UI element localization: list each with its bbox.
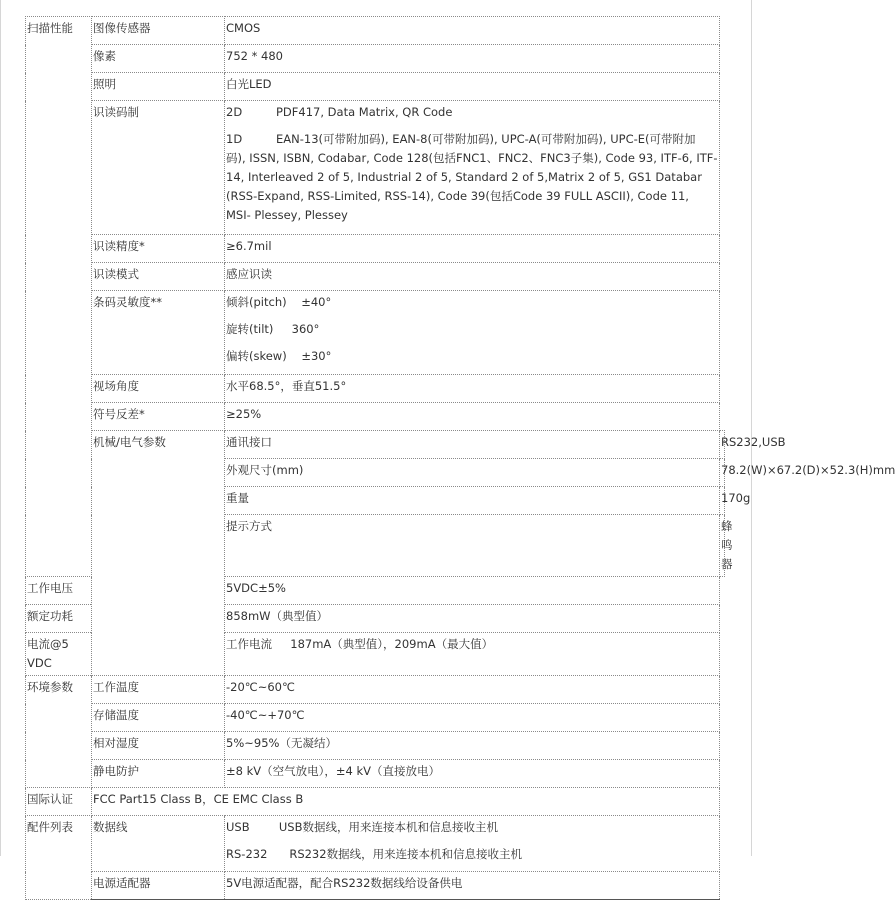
label-current: 电流@5 VDC (26, 633, 92, 676)
list-2d: PDF417, Data Matrix, QR Code (276, 105, 453, 119)
value-pixels: 752 * 480 (225, 45, 720, 73)
table-row (26, 263, 725, 291)
tag-2d: 2D (226, 105, 243, 119)
table-row (26, 375, 725, 403)
list-1d-line5: MSI- Plessey, Plessey (226, 208, 348, 222)
value-dimensions: 78.2(W)×67.2(D)×52.3(H)mm (720, 459, 725, 487)
table-row (26, 403, 725, 431)
table-row (26, 235, 725, 263)
label-precision: 识读精度* (92, 235, 225, 263)
table-row (26, 73, 725, 101)
value-cert: FCC Part15 Class B，CE EMC Class B (92, 788, 720, 816)
value-esd: ±8 kV（空气放电），±4 kV（直接放电） (225, 760, 720, 788)
label-dimensions: 外观尺寸(mm) (225, 459, 720, 487)
label-storage-temp: 存储温度 (92, 704, 225, 732)
table-row (26, 45, 725, 73)
table-row (26, 732, 725, 760)
label-voltage: 工作电压 (26, 577, 92, 605)
label-op-temp: 工作温度 (92, 676, 225, 704)
value-current: 工作电流 187mA（典型值），209mA（最大值） (225, 633, 720, 676)
cable-rs232: RS-232 RS232数据线，用来连接本机和信息接收主机 (226, 847, 523, 861)
value-humidity: 5%~95%（无凝结） (225, 732, 720, 760)
table-row (26, 760, 725, 788)
label-weight: 重量 (225, 487, 720, 515)
value-sensitivity (225, 291, 720, 375)
table-row (26, 872, 725, 900)
table-row (26, 676, 725, 704)
label-sensor: 图像传感器 (92, 17, 225, 45)
list-1d-line4: (RSS-Expand, RSS-Limited, RSS-14), Code 39(包括Code 39 FULL ASCII), Code 11, (226, 189, 689, 203)
label-esd: 静电防护 (92, 760, 225, 788)
value-power: 858mW（典型值） (225, 605, 720, 633)
label-sensitivity: 条码灵敏度** (92, 291, 225, 375)
sensitivity-tilt: 旋转(tilt) 360° (226, 322, 320, 336)
label-adapter: 电源适配器 (92, 872, 225, 900)
label-cable: 数据线 (92, 816, 225, 872)
sensitivity-pitch: 倾斜(pitch) ±40° (226, 295, 332, 309)
table-row (26, 17, 725, 45)
spec-table (25, 16, 895, 900)
table-row (26, 431, 725, 459)
section-env: 环境参数 (26, 676, 92, 788)
cable-usb: USB USB数据线，用来连接本机和信息接收主机 (226, 820, 498, 834)
value-mode: 感应识读 (225, 263, 720, 291)
value-op-temp: -20℃~60℃ (225, 676, 720, 704)
label-interface: 通讯接口 (225, 431, 720, 459)
table-row (26, 704, 725, 732)
list-1d-line1: EAN-13(可带附加码), EAN-8(可带附加码), UPC-A(可带附加码), UPC-E(可带附加 (276, 132, 696, 146)
sensitivity-skew: 偏转(skew) ±30° (226, 349, 332, 363)
label-fov: 视场角度 (92, 375, 225, 403)
label-light: 照明 (92, 73, 225, 101)
label-power: 额定功耗 (26, 605, 92, 633)
label-pixels: 像素 (92, 45, 225, 73)
section-scan: 扫描性能 (26, 17, 92, 577)
table-row (26, 788, 725, 816)
label-notify: 提示方式 (225, 515, 720, 577)
label-symbologies: 识读码制 (92, 101, 225, 235)
value-sensor: CMOS (225, 17, 720, 45)
list-1d-line2: 码), ISSN, ISBN, Codabar, Code 128(包括FNC1、FNC2、FNC3子集), Code 93, ITF-6, ITF- (226, 151, 718, 165)
label-contrast: 符号反差* (92, 403, 225, 431)
value-symbologies (225, 101, 720, 235)
table-row (26, 291, 725, 375)
table-row (26, 101, 725, 235)
label-humidity: 相对湿度 (92, 732, 225, 760)
section-cert: 国际认证 (26, 788, 92, 816)
value-fov: 水平68.5°，垂直51.5° (225, 375, 720, 403)
section-accessories: 配件列表 (26, 816, 92, 900)
list-1d-line3: 14, Interleaved 2 of 5, Industrial 2 of 5, Standard 2 of 5,Matrix 2 of 5, GS1 Databar (226, 170, 702, 184)
value-interface: RS232,USB (720, 431, 725, 459)
value-storage-temp: -40℃~+70℃ (225, 704, 720, 732)
tag-1d: 1D (226, 132, 243, 146)
value-notify: 蜂鸣器 (720, 515, 725, 577)
section-mech: 机械/电气参数 (92, 431, 225, 676)
value-weight: 170g (720, 487, 725, 515)
symbology-2d (226, 103, 718, 122)
symbology-1d (226, 130, 718, 149)
value-precision: ≥6.7mil (225, 235, 720, 263)
value-voltage: 5VDC±5% (225, 577, 720, 605)
value-cable (225, 816, 720, 872)
value-contrast: ≥25% (225, 403, 720, 431)
value-adapter: 5V电源适配器，配合RS232数据线给设备供电 (225, 872, 720, 900)
value-light: 白光LED (225, 73, 720, 101)
label-mode: 识读模式 (92, 263, 225, 291)
table-row (26, 816, 725, 872)
